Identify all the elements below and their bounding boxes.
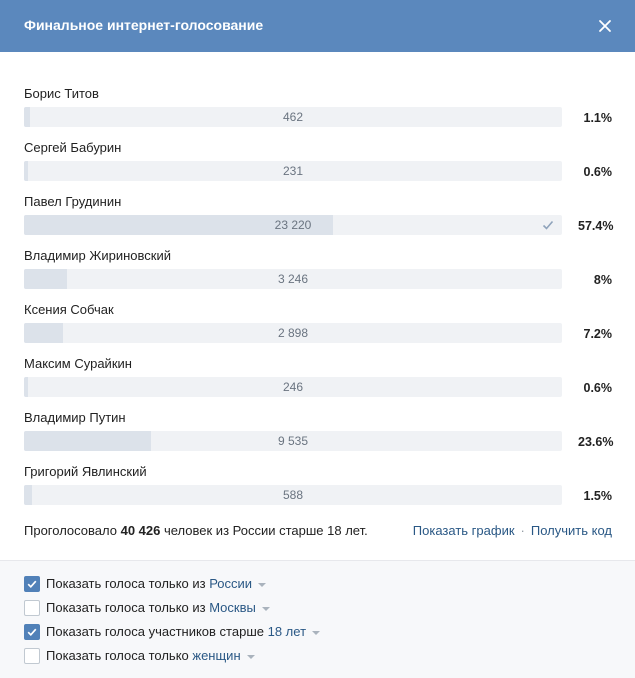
poll-option[interactable]: [24, 194, 624, 248]
poll-option[interactable]: [24, 302, 624, 356]
checkmark-icon: [27, 579, 37, 589]
option-percent: 1.1%: [583, 111, 612, 125]
filter-option[interactable]: [24, 576, 424, 592]
summary-prefix: Проголосовало: [24, 523, 121, 538]
voted-check-icon: [542, 219, 554, 231]
show-chart-link[interactable]: Показать график: [412, 523, 515, 538]
filter-label: [46, 576, 266, 592]
filter-text: Показать голоса участников старше: [46, 624, 268, 639]
poll-option[interactable]: [24, 410, 624, 464]
option-percent: 1.5%: [583, 489, 612, 503]
option-name: Владимир Путин: [24, 410, 126, 425]
option-vote-count: 3 246: [277, 272, 309, 286]
summary-suffix: человек из России старше 18 лет.: [160, 523, 368, 538]
filter-label: [46, 600, 270, 616]
option-vote-count: 246: [282, 380, 304, 394]
filter-value-dropdown[interactable]: женщин: [192, 648, 241, 663]
option-bar[interactable]: [24, 377, 562, 397]
filter-value-dropdown[interactable]: России: [209, 576, 253, 591]
checkbox-unchecked[interactable]: [24, 648, 40, 664]
link-separator: ·: [520, 523, 525, 538]
option-name: Ксения Собчак: [24, 302, 114, 317]
filter-text: Показать голоса только из: [46, 600, 210, 615]
option-bar[interactable]: [24, 215, 562, 235]
filter-option[interactable]: [24, 600, 424, 616]
filter-option[interactable]: [24, 648, 424, 664]
chevron-down-icon[interactable]: [247, 655, 255, 659]
option-vote-count: 2 898: [277, 326, 309, 340]
option-percent: 8%: [593, 273, 612, 287]
option-name: Павел Грудинин: [24, 194, 122, 209]
option-percent: 0.6%: [583, 165, 612, 179]
filter-option[interactable]: [24, 624, 424, 640]
filter-label: [46, 624, 320, 640]
option-bar[interactable]: [24, 323, 562, 343]
option-name: Сергей Бабурин: [24, 140, 122, 155]
chevron-down-icon[interactable]: [258, 583, 266, 587]
chevron-down-icon[interactable]: [262, 607, 270, 611]
option-percent: 7.2%: [583, 327, 612, 341]
option-name: Максим Сурайкин: [24, 356, 132, 371]
checkbox-unchecked[interactable]: [24, 600, 40, 616]
poll-option[interactable]: [24, 248, 624, 302]
filters-panel: [0, 560, 635, 678]
option-vote-count: 9 535: [277, 434, 309, 448]
option-bar[interactable]: [24, 269, 562, 289]
dialog-header: [0, 0, 635, 52]
close-icon[interactable]: [596, 17, 614, 35]
option-percent: 0.6%: [583, 381, 612, 395]
poll-option[interactable]: [24, 140, 624, 194]
option-percent: 23.6%: [578, 435, 614, 449]
option-name: Григорий Явлинский: [24, 464, 147, 479]
chevron-down-icon[interactable]: [312, 631, 320, 635]
filter-text: Показать голоса только: [46, 648, 193, 663]
poll-option[interactable]: [24, 86, 624, 140]
poll-summary: [24, 523, 612, 538]
option-name: Борис Титов: [24, 86, 99, 101]
option-bar[interactable]: [24, 431, 562, 451]
filter-text: Показать голоса только из: [46, 576, 210, 591]
option-vote-count: 23 220: [274, 218, 312, 232]
poll-options: [24, 86, 624, 518]
option-bar[interactable]: [24, 107, 562, 127]
option-vote-count: 588: [282, 488, 304, 502]
option-bar[interactable]: [24, 485, 562, 505]
checkmark-icon: [27, 627, 37, 637]
poll-option[interactable]: [24, 464, 624, 518]
option-percent: 57.4%: [578, 219, 614, 233]
option-bar[interactable]: [24, 161, 562, 181]
filter-value-dropdown[interactable]: 18 лет: [267, 624, 307, 639]
checkbox-checked[interactable]: [24, 624, 40, 640]
option-name: Владимир Жириновский: [24, 248, 172, 263]
total-votes: 40 426: [120, 523, 161, 538]
checkbox-checked[interactable]: [24, 576, 40, 592]
poll-option[interactable]: [24, 356, 624, 410]
dialog-title: Финальное интернет-голосование: [24, 17, 264, 33]
option-vote-count: 231: [282, 164, 304, 178]
filter-label: [46, 648, 255, 664]
option-vote-count: 462: [282, 110, 304, 124]
get-code-link[interactable]: Получить код: [530, 523, 612, 538]
summary-links: [413, 523, 612, 538]
filter-value-dropdown[interactable]: Москвы: [209, 600, 256, 615]
